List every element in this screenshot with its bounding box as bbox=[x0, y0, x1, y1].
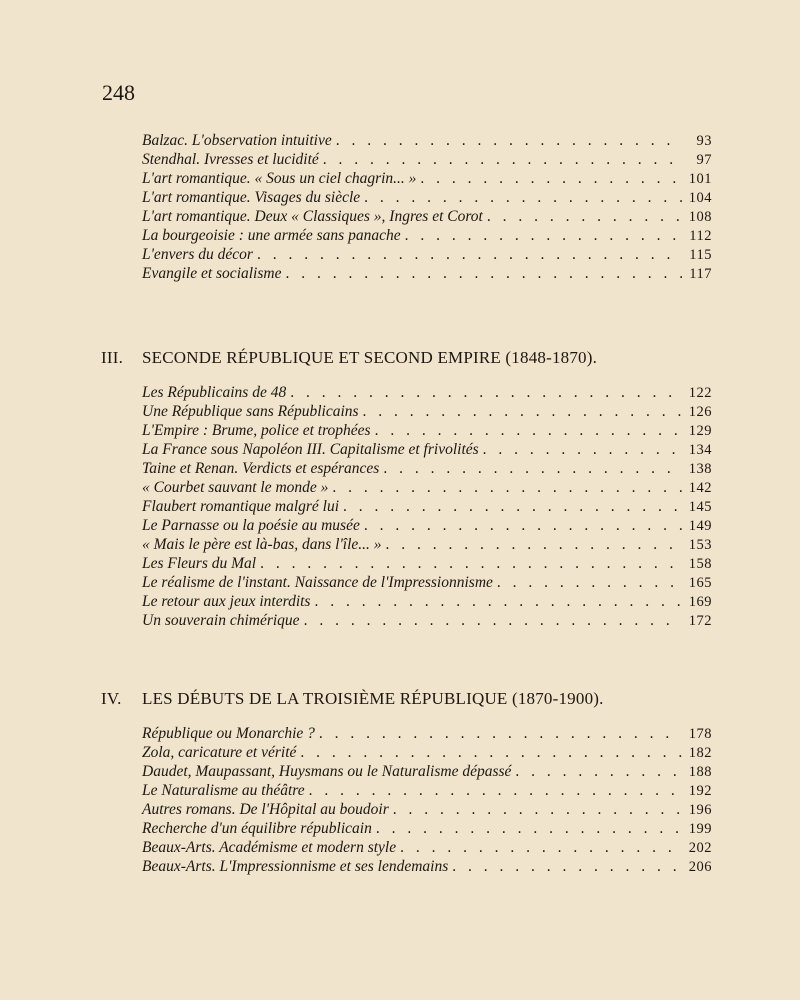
toc-entry-title: Balzac. L'observation intuitive bbox=[142, 132, 332, 149]
dot-leader bbox=[383, 459, 682, 478]
toc-entry-page: 112 bbox=[689, 228, 712, 244]
toc-entry-page: 165 bbox=[688, 575, 712, 591]
dot-leader bbox=[364, 516, 682, 535]
toc-entry-title: Le Parnasse ou la poésie au musée bbox=[142, 517, 360, 534]
toc-entry-page: 192 bbox=[688, 783, 712, 799]
toc-entry-page: 93 bbox=[696, 133, 712, 149]
dot-leader bbox=[452, 857, 682, 876]
dot-leader bbox=[375, 421, 682, 440]
dot-leader bbox=[314, 592, 682, 611]
toc-entry-page: 145 bbox=[688, 499, 712, 515]
toc-entry-title: Une République sans Républicains bbox=[142, 403, 359, 420]
toc-entry-title: Le réalisme de l'instant. Naissance de l'Impressionnisme bbox=[142, 574, 493, 591]
toc-entry-title: Le Naturalisme au théâtre bbox=[142, 782, 305, 799]
dot-leader bbox=[364, 188, 682, 207]
dot-leader bbox=[343, 497, 682, 516]
toc-entry-title: « Courbet sauvant le monde » bbox=[142, 479, 329, 496]
toc-group-2 bbox=[142, 383, 712, 630]
toc-entry bbox=[142, 573, 712, 592]
toc-entry-title: Stendhal. Ivresses et lucidité bbox=[142, 151, 319, 168]
toc-entry-title: Beaux-Arts. Académisme et modern style bbox=[142, 839, 397, 856]
toc-entry-page: 101 bbox=[688, 171, 712, 187]
dot-leader bbox=[323, 150, 682, 169]
toc-entry-page: 104 bbox=[688, 190, 712, 206]
toc-entry-title: Le retour aux jeux interdits bbox=[142, 593, 311, 610]
toc-entry-page: 199 bbox=[688, 821, 712, 837]
toc-entry-page: 122 bbox=[688, 385, 712, 401]
toc-entry bbox=[142, 169, 712, 188]
toc-entry-page: 138 bbox=[688, 461, 712, 477]
toc-entry bbox=[142, 592, 712, 611]
toc-entry-page: 206 bbox=[688, 859, 712, 875]
toc-entry bbox=[142, 131, 712, 150]
dot-leader bbox=[515, 762, 682, 781]
toc-entry bbox=[142, 497, 712, 516]
section-title: SECONDE RÉPUBLIQUE ET SECOND EMPIRE (1848-1870). bbox=[142, 348, 598, 367]
toc-entry-title: L'art romantique. « Sous un ciel chagrin... » bbox=[142, 170, 417, 187]
toc-entry bbox=[142, 383, 712, 402]
toc-entry-title: Daudet, Maupassant, Huysmans ou le Naturalisme dépassé bbox=[142, 763, 512, 780]
toc-entry bbox=[142, 516, 712, 535]
toc-entry bbox=[142, 554, 712, 573]
toc-entry-page: 172 bbox=[688, 613, 712, 629]
dot-leader bbox=[285, 264, 682, 283]
toc-entry-title: L'art romantique. Deux « Classiques », Ingres et Corot bbox=[142, 208, 483, 225]
toc-entry bbox=[142, 535, 712, 554]
toc-entry bbox=[142, 207, 712, 226]
toc-entry-page: 117 bbox=[689, 266, 712, 282]
section-heading-iii bbox=[101, 348, 701, 368]
toc-entry-page: 134 bbox=[688, 442, 712, 458]
section-number: IV. bbox=[101, 689, 122, 708]
dot-leader bbox=[336, 131, 682, 150]
toc-entry-page: 115 bbox=[689, 247, 712, 263]
toc-entry-page: 149 bbox=[688, 518, 712, 534]
toc-entry bbox=[142, 188, 712, 207]
toc-entry-page: 202 bbox=[688, 840, 712, 856]
toc-entry-title: Flaubert romantique malgré lui bbox=[142, 498, 340, 515]
dot-leader bbox=[290, 383, 682, 402]
toc-entry bbox=[142, 800, 712, 819]
toc-entry-title: Les Républicains de 48 bbox=[142, 384, 287, 401]
section-heading-iv bbox=[101, 689, 701, 709]
toc-entry bbox=[142, 743, 712, 762]
toc-entry bbox=[142, 724, 712, 743]
toc-entry-title: Taine et Renan. Verdicts et espérances bbox=[142, 460, 380, 477]
toc-entry-title: L'Empire : Brume, police et trophées bbox=[142, 422, 371, 439]
toc-entry bbox=[142, 264, 712, 283]
dot-leader bbox=[260, 554, 682, 573]
dot-leader bbox=[393, 800, 682, 819]
toc-entry-title: Zola, caricature et vérité bbox=[142, 744, 297, 761]
toc-entry bbox=[142, 857, 712, 876]
dot-leader bbox=[376, 819, 682, 838]
dot-leader bbox=[363, 402, 682, 421]
dot-leader bbox=[497, 573, 682, 592]
toc-entry-page: 142 bbox=[688, 480, 712, 496]
toc-entry bbox=[142, 421, 712, 440]
dot-leader bbox=[257, 245, 682, 264]
toc-entry-title: Evangile et socialisme bbox=[142, 265, 282, 282]
toc-entry-title: « Mais le père est là-bas, dans l'île... » bbox=[142, 536, 382, 553]
toc-entry-title: République ou Monarchie ? bbox=[142, 725, 315, 742]
toc-entry bbox=[142, 440, 712, 459]
toc-entry bbox=[142, 150, 712, 169]
toc-entry bbox=[142, 402, 712, 421]
toc-entry-page: 97 bbox=[696, 152, 712, 168]
section-number: III. bbox=[101, 348, 124, 367]
dot-leader bbox=[319, 724, 682, 743]
dot-leader bbox=[332, 478, 682, 497]
toc-entry-title: L'envers du décor bbox=[142, 246, 253, 263]
toc-entry-title: La bourgeoisie : une armée sans panache bbox=[142, 227, 401, 244]
toc-entry-page: 178 bbox=[688, 726, 712, 742]
dot-leader bbox=[386, 535, 682, 554]
toc-entry-page: 126 bbox=[688, 404, 712, 420]
toc-entry bbox=[142, 459, 712, 478]
toc-group-3 bbox=[142, 724, 712, 876]
toc-entry-page: 188 bbox=[688, 764, 712, 780]
toc-entry-title: Beaux-Arts. L'Impressionnisme et ses lendemains bbox=[142, 858, 449, 875]
toc-entry bbox=[142, 781, 712, 800]
section-title: LES DÉBUTS DE LA TROISIÈME RÉPUBLIQUE (1870-1900). bbox=[142, 689, 604, 708]
toc-entry-page: 108 bbox=[688, 209, 712, 225]
dot-leader bbox=[405, 226, 682, 245]
dot-leader bbox=[309, 781, 682, 800]
toc-entry-page: 182 bbox=[688, 745, 712, 761]
toc-entry-title: Un souverain chimérique bbox=[142, 612, 300, 629]
toc-entry bbox=[142, 611, 712, 630]
toc-entry-title: Les Fleurs du Mal bbox=[142, 555, 257, 572]
toc-entry-page: 196 bbox=[688, 802, 712, 818]
page-number: 248 bbox=[102, 80, 135, 105]
toc-entry-title: Recherche d'un équilibre républicain bbox=[142, 820, 372, 837]
dot-leader bbox=[400, 838, 682, 857]
toc-entry-title: L'art romantique. Visages du siècle bbox=[142, 189, 361, 206]
toc-entry bbox=[142, 838, 712, 857]
toc-entry-page: 153 bbox=[688, 537, 712, 553]
dot-leader bbox=[483, 440, 682, 459]
dot-leader bbox=[487, 207, 682, 226]
dot-leader bbox=[420, 169, 682, 188]
dot-leader bbox=[300, 743, 682, 762]
toc-entry bbox=[142, 245, 712, 264]
toc-entry bbox=[142, 762, 712, 781]
toc-entry-title: Autres romans. De l'Hôpital au boudoir bbox=[142, 801, 389, 818]
toc-entry-title: La France sous Napoléon III. Capitalisme et frivolités bbox=[142, 441, 479, 458]
toc-entry-page: 158 bbox=[688, 556, 712, 572]
toc-entry-page: 169 bbox=[688, 594, 712, 610]
toc-entry bbox=[142, 478, 712, 497]
dot-leader bbox=[304, 611, 682, 630]
toc-group-1 bbox=[142, 131, 712, 283]
toc-entry bbox=[142, 819, 712, 838]
toc-entry bbox=[142, 226, 712, 245]
toc-entry-page: 129 bbox=[688, 423, 712, 439]
